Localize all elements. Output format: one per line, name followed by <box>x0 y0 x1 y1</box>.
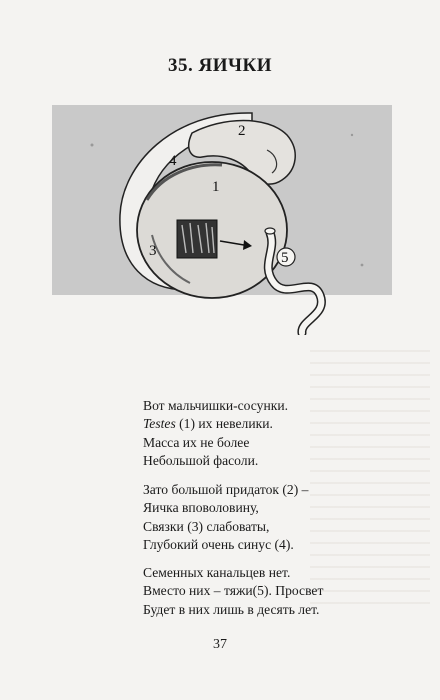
verse-line: Глубокий очень синус (4). <box>143 537 294 553</box>
label-2: 2 <box>238 123 246 139</box>
testis-illustration <box>52 105 392 335</box>
verse-line: Семенных канальцев нет. <box>143 565 291 580</box>
verse-line: Будет в них лишь в десять лет. <box>143 601 320 617</box>
label-1: 1 <box>212 179 220 195</box>
verse-line: Яичка вповоловину, <box>143 500 259 516</box>
testis-drawing <box>52 105 392 335</box>
label-4: 4 <box>169 153 177 169</box>
verse-line: Зато большой придаток (2) – <box>143 482 309 497</box>
stanza-1 <box>143 397 288 471</box>
latin-term: Testes <box>143 416 176 432</box>
verse-line: Вот мальчишки-сосунки. <box>143 398 288 413</box>
label-5: 5 <box>281 250 289 266</box>
page-title: 35. ЯИЧКИ <box>168 55 272 76</box>
label-3: 3 <box>149 243 157 259</box>
verse-line: Testes (1) их невелики. <box>143 416 273 432</box>
section-window <box>177 220 217 258</box>
stanza-2 <box>143 481 308 555</box>
stanza-3 <box>143 564 323 619</box>
verse-line: Связки (3) слабоваты, <box>143 518 270 534</box>
verse-line: Масса их не более <box>143 434 250 450</box>
verse-line: Вместо них – тяжи(5). Просвет <box>143 583 324 599</box>
page-number: 37 <box>213 637 227 652</box>
verse-line: Небольшой фасоли. <box>143 453 259 469</box>
bleed-through <box>310 340 430 610</box>
